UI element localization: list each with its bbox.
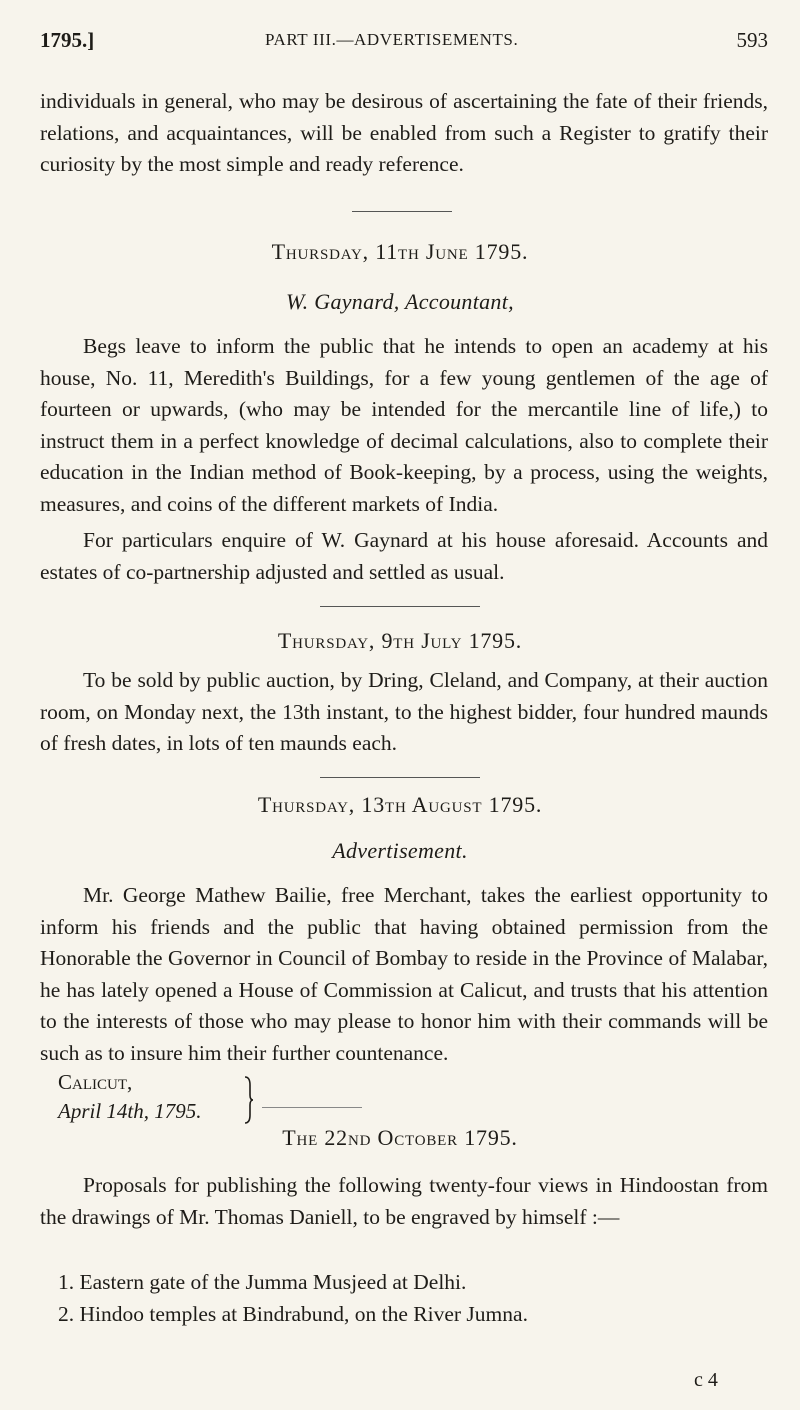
notice1-date: Thursday, 11th June 1795. <box>271 239 529 264</box>
curly-brace-icon <box>244 1075 254 1125</box>
notice2-date: Thursday, 9th July 1795. <box>277 628 523 653</box>
header-section: PART III.—ADVERTISEMENTS. <box>265 30 519 49</box>
running-head <box>40 28 768 58</box>
signature-mark: c 4 <box>694 1369 718 1391</box>
notice3-place-date: April 14th, 1795. <box>58 1099 202 1123</box>
notice3-date: Thursday, 13th August 1795. <box>257 792 543 817</box>
divider <box>320 777 480 778</box>
divider <box>352 211 452 212</box>
notice3-place: Calicut, <box>58 1070 133 1094</box>
notice1-particulars: For particulars enquire of W. Gaynard at his house aforesaid. Accounts and estates of co-partnership adjusted and settled as usual. <box>40 528 768 584</box>
header-year: 1795.] <box>40 28 95 52</box>
notice3-heading: Advertisement. <box>332 838 468 863</box>
notice3-body: Mr. George Mathew Bailie, free Merchant, takes the earliest opportunity to inform his friends and the public that having obtained permission from the Honorable the Governor in Council of Bombay to reside in the Province of Malabar, he has lately opened a House of Commission at Calicut, and trusts that his attention to the interests of those who may please to honor him with their commands will be such as to insure him their further countenance. <box>40 883 768 1065</box>
notice1-body: Begs leave to inform the public that he intends to open an academy at his house, No. 11, Meredith's Buildings, for a few young gentlemen of the age of fourteen or upwards, (who may be intended for the mercantile line of life,) to instruct them in a perfect knowledge of decimal calculations, also to complete their education in the Indian method of Book-keeping, by a process, using the weights, measures, and coins of the different markets of India. <box>40 334 768 516</box>
intro-paragraph: individuals in general, who may be desirous of ascertaining the fate of their friends, relations, and acquaintances, will be enabled from such a Register to gratify their curiosity by the most simple and ready reference. <box>40 89 768 177</box>
notice1-heading: W. Gaynard, Accountant, <box>286 289 514 314</box>
divider <box>320 606 480 607</box>
notice4-date: The 22nd October 1795. <box>282 1125 518 1150</box>
notice4-body: Proposals for publishing the following twenty-four views in Hindoostan from the drawings of Mr. Thomas Daniell, to be engraved by himself :— <box>40 1173 768 1229</box>
page-number: 593 <box>736 28 768 52</box>
notice2-body: To be sold by public auction, by Dring, Cleland, and Company, at their auction room, on Monday next, the 13th instant, to the highest bidder, four hundred maunds of fresh dates, in lots of ten maunds each. <box>40 668 768 756</box>
divider <box>262 1107 362 1108</box>
list-item: 2. Hindoo temples at Bindrabund, on the River Jumna. <box>58 1302 528 1326</box>
list-item: 1. Eastern gate of the Jumma Musjeed at Delhi. <box>58 1270 467 1294</box>
